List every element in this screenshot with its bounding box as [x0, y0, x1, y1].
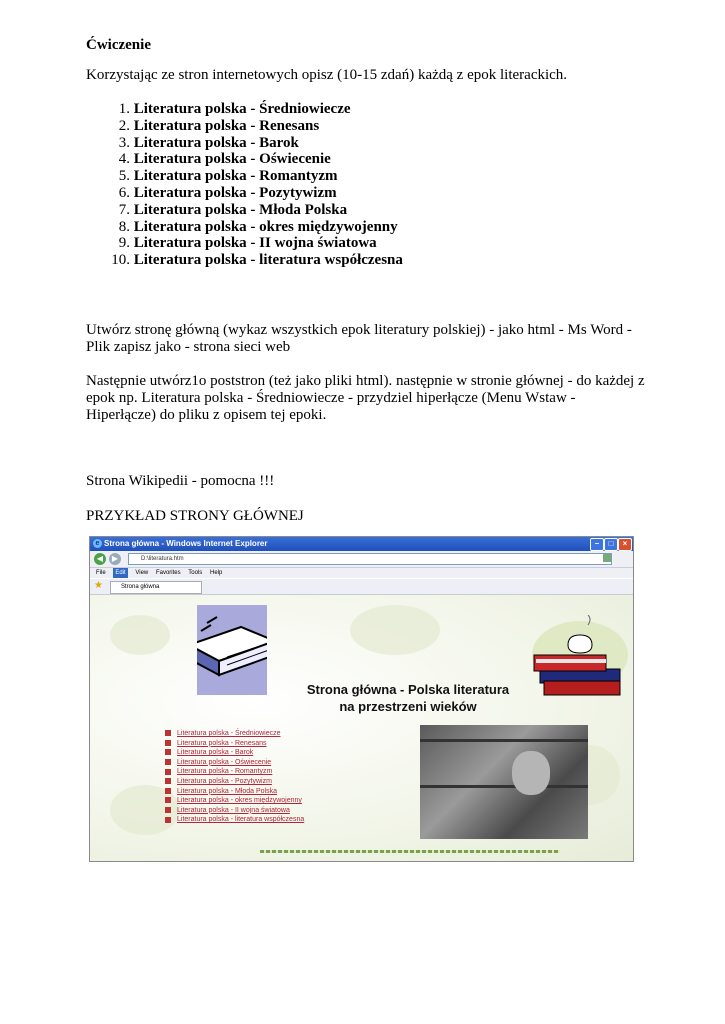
epoch-list: [86, 101, 403, 269]
shelf: [420, 785, 588, 788]
list-number: 1.: [118, 101, 130, 117]
list-item-text: Literatura polska - Renesans: [133, 117, 320, 134]
forward-icon: ▶: [109, 553, 121, 565]
person-figure: [512, 751, 550, 795]
web-page-subtitle: na przestrzeni wieków: [339, 699, 477, 714]
link-item: [165, 729, 304, 739]
web-page-content: [90, 595, 633, 861]
link-item: [165, 796, 304, 806]
example-heading: PRZYKŁAD STRONY GŁÓWNEJ: [86, 508, 304, 524]
minimize-icon: –: [590, 538, 604, 551]
link-item: [165, 758, 304, 768]
list-item: [86, 168, 403, 185]
library-photo: [420, 725, 588, 839]
next-steps-paragraph: Następnie utwórz1o poststron (też jako pliki html). następnie w stronie głównej - do każdej z epok np. Literatura polska - Średniowiecze - przydziel hiperłącze (Menu Wstaw - Hiperłącze) do pliku z opisem tej epoki.: [86, 373, 645, 423]
list-item-text: Literatura polska - literatura współczesna: [133, 252, 403, 269]
menu-tools: Tools: [188, 570, 203, 576]
list-number: 6.: [118, 184, 130, 201]
list-item: [86, 185, 403, 202]
book-icon: [165, 817, 171, 823]
epoch-link: Literatura polska - okres międzywojenny: [177, 797, 302, 805]
book-icon: [165, 730, 171, 736]
link-item: [165, 748, 304, 758]
link-item: [165, 815, 304, 825]
menu-view: View: [135, 570, 149, 576]
list-item-text: Literatura polska - Barok: [133, 134, 299, 151]
list-item: [86, 151, 403, 168]
create-paragraph: Utwórz stronę główną (wykaz wszystkich epok literatury polskiej) - jako html - Ms Word - Plik zapisz jako - strona sieci web: [86, 322, 632, 355]
list-number: 2.: [118, 117, 130, 134]
book-icon: [165, 769, 171, 775]
list-item-text: Literatura polska - okres międzywojenny: [133, 218, 398, 235]
epoch-link: Literatura polska - Renesans: [177, 739, 267, 747]
window-title: Strona główna - Windows Internet Explorer: [104, 539, 268, 548]
list-item: [86, 219, 403, 236]
book-icon: [165, 778, 171, 784]
list-item-text: Literatura polska - Oświecenie: [133, 151, 331, 168]
list-number: 10.: [111, 252, 130, 269]
book-icon: [165, 749, 171, 755]
list-item: [86, 101, 403, 118]
book-icon: [165, 759, 171, 765]
menu-help: Help: [209, 570, 223, 576]
footer-decoration: [260, 850, 560, 853]
favorites-star-icon: ★: [94, 580, 103, 591]
browser-titlebar: [90, 537, 633, 551]
epoch-link: Literatura polska - Oświecenie: [177, 758, 272, 766]
shelf: [420, 739, 588, 742]
link-item: [165, 806, 304, 816]
epoch-link: Literatura polska - Barok: [177, 749, 254, 757]
list-item-text: Literatura polska - Pozytywizm: [133, 184, 337, 201]
list-number: 9.: [118, 235, 130, 252]
epoch-links: [165, 729, 304, 825]
list-number: 3.: [118, 134, 130, 151]
list-item-text: Literatura polska - Młoda Polska: [133, 201, 348, 218]
list-number: 7.: [118, 201, 130, 218]
list-number: 5.: [118, 168, 130, 185]
book-icon: [165, 797, 171, 803]
list-item: [86, 252, 403, 269]
book-icon: [165, 740, 171, 746]
menu-file: File: [96, 570, 106, 576]
address-input: D:\literatura.htm: [128, 553, 612, 565]
epoch-link: Literatura polska - II wojna światowa: [177, 806, 290, 814]
list-item: [86, 235, 403, 252]
link-item: [165, 739, 304, 749]
link-item: [165, 777, 304, 787]
link-item: [165, 767, 304, 777]
intro-paragraph: Korzystając ze stron internetowych opisz (10-15 zdań) każdą z epok literackich.: [86, 67, 568, 83]
ie-icon: e: [93, 539, 102, 548]
list-item-text: Literatura polska - Średniowiecze: [133, 101, 351, 117]
example-screenshot: [89, 536, 634, 862]
epoch-link: Literatura polska - Romantyzm: [177, 768, 273, 776]
browser-tab: Strona główna: [110, 581, 202, 594]
favorites-bar: [90, 579, 633, 595]
epoch-link: Literatura polska - Pozytywizm: [177, 777, 272, 785]
list-item: [86, 202, 403, 219]
epoch-link: Literatura polska - literatura współczesna: [177, 816, 305, 824]
list-number: 4.: [118, 151, 130, 168]
epoch-link: Literatura polska - Młoda Polska: [177, 787, 277, 795]
maximize-icon: □: [604, 538, 618, 551]
menu-edit: Edit: [115, 570, 126, 576]
list-item: [86, 118, 403, 135]
list-number: 8.: [118, 218, 130, 235]
menu-favorites: Favorites: [155, 570, 181, 576]
wikipedia-note: Strona Wikipedii - pomocna !!!: [86, 473, 275, 489]
list-item-text: Literatura polska - II wojna światowa: [133, 235, 377, 252]
book-icon: [165, 788, 171, 794]
book-illustration: [197, 605, 267, 695]
background-pattern: [350, 605, 440, 655]
web-page-title: Strona główna - Polska literatura: [306, 682, 510, 697]
menu-bar: [90, 568, 633, 578]
book-stack-illustration: [530, 615, 630, 705]
link-item: [165, 787, 304, 797]
address-bar: [90, 551, 633, 568]
document-title: Ćwiczenie: [86, 37, 151, 53]
refresh-icon: [603, 554, 611, 562]
close-icon: ×: [618, 538, 632, 551]
back-icon: ◀: [94, 553, 106, 565]
epoch-link: Literatura polska - Średniowiecze: [177, 730, 281, 737]
book-icon: [165, 807, 171, 813]
list-item: [86, 135, 403, 152]
background-pattern: [110, 615, 170, 655]
list-item-text: Literatura polska - Romantyzm: [133, 168, 338, 185]
